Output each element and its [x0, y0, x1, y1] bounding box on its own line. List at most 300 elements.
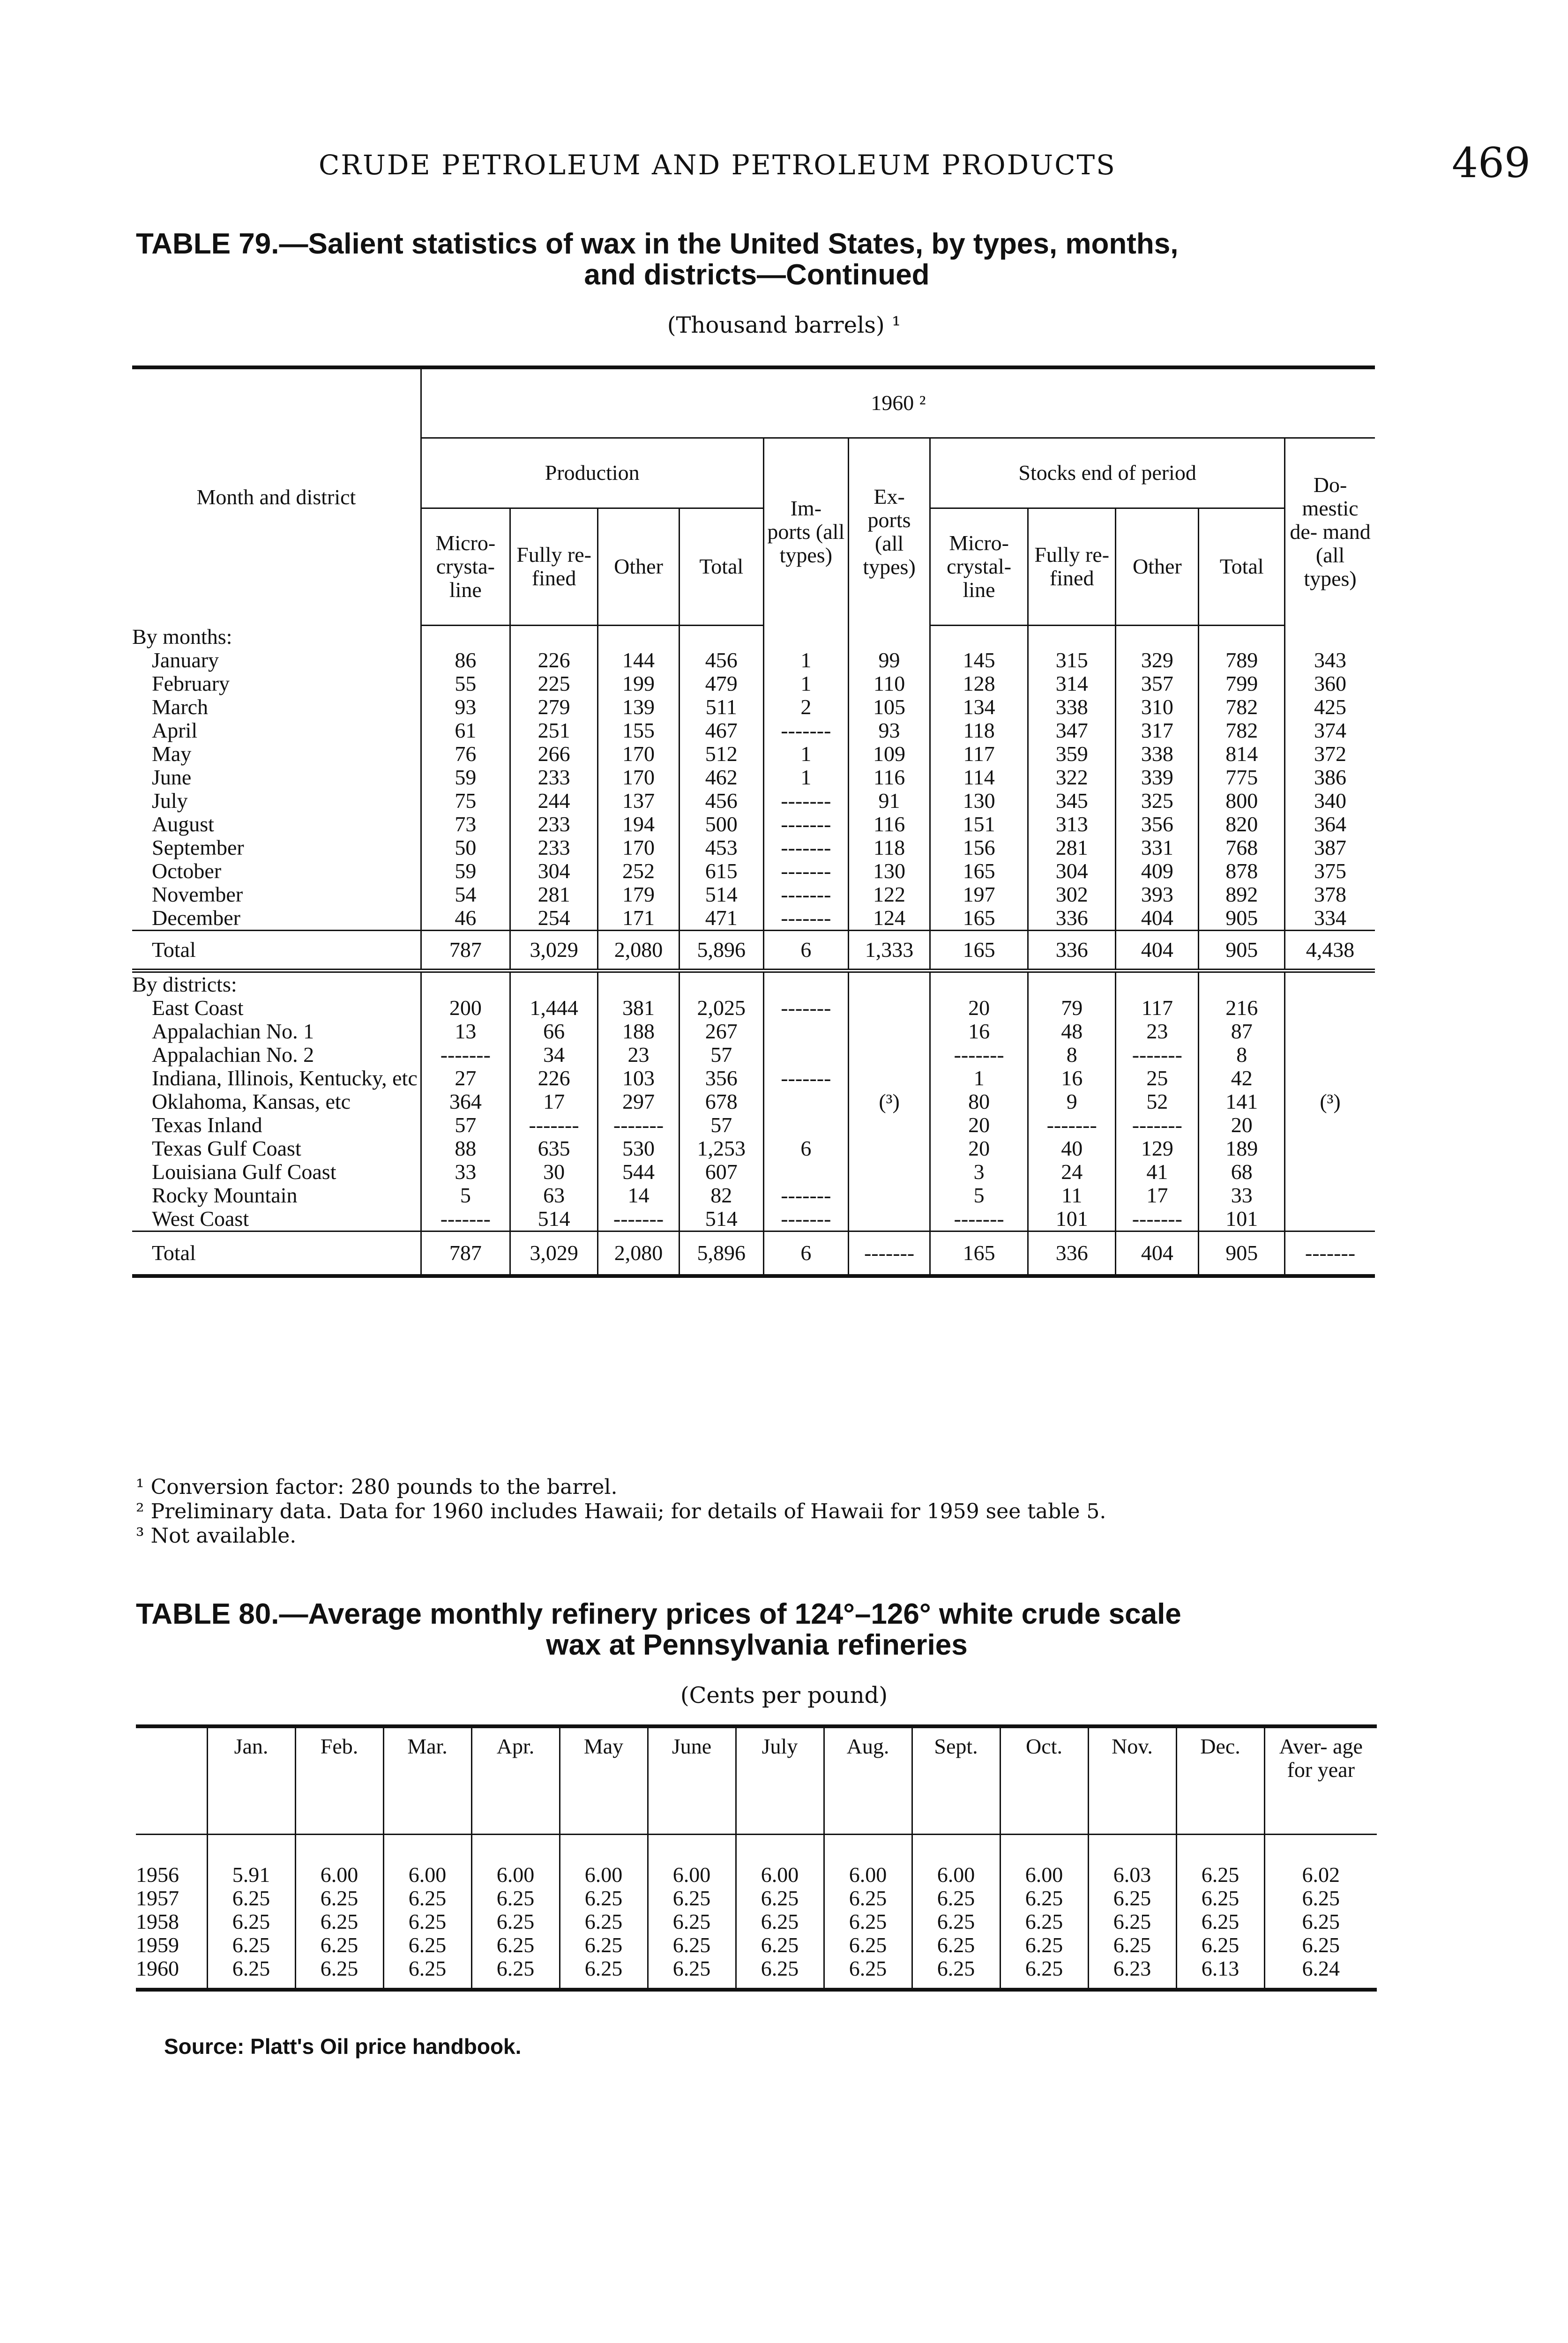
- table-cell: 302: [1028, 883, 1116, 906]
- table-cell: 46: [421, 906, 510, 931]
- table-cell: 905: [1199, 1231, 1285, 1276]
- table-cell: -------: [1028, 1113, 1116, 1137]
- month-row: [132, 883, 1375, 906]
- row-label: Appalachian No. 2: [152, 1043, 314, 1067]
- table-cell: 1: [763, 672, 848, 695]
- price-cell: 6.25: [1176, 1863, 1264, 1887]
- table-cell: [1285, 1207, 1375, 1231]
- price-cell: 6.25: [295, 1957, 383, 1990]
- price-cell: 6.25: [207, 1933, 295, 1957]
- table-cell: 338: [1028, 695, 1116, 719]
- table-cell: [1028, 971, 1116, 997]
- table-cell: 878: [1199, 859, 1285, 883]
- table-cell: 11: [1028, 1184, 1116, 1207]
- table-cell: [421, 971, 510, 997]
- section-heading: By districts:: [132, 972, 237, 996]
- table-cell: 105: [848, 695, 930, 719]
- table-cell: 456: [679, 649, 763, 672]
- exports-header-text: Ex- ports (all types): [863, 484, 916, 579]
- month-row: [132, 813, 1375, 836]
- table79-body: [132, 625, 1375, 1276]
- price-cell: 6.25: [648, 1910, 736, 1933]
- table-cell: 892: [1199, 883, 1285, 906]
- month-row: [132, 719, 1375, 742]
- table-cell: 118: [848, 836, 930, 859]
- price-cell: 6.25: [1176, 1933, 1264, 1957]
- price-cell: 6.25: [648, 1957, 736, 1990]
- table-cell: 456: [679, 789, 763, 813]
- table-cell: 233: [510, 836, 597, 859]
- month-row: [132, 766, 1375, 789]
- table-cell: 171: [598, 906, 679, 931]
- price-cell: 6.00: [648, 1863, 736, 1887]
- table-cell: [1199, 625, 1285, 649]
- price-cell: 6.25: [736, 1887, 824, 1910]
- price-cell: 6.25: [824, 1957, 912, 1990]
- row-label: East Coast: [152, 996, 244, 1020]
- table-cell: [848, 1067, 930, 1090]
- table-cell: [848, 971, 930, 997]
- table-cell: 101: [1028, 1207, 1116, 1231]
- month-row: [132, 695, 1375, 719]
- table-cell: 226: [510, 649, 597, 672]
- table-cell: 145: [930, 649, 1028, 672]
- table-cell: 48: [1028, 1020, 1116, 1043]
- table-cell: 1,253: [679, 1137, 763, 1160]
- price-cell: 6.00: [736, 1863, 824, 1887]
- table-cell: [1285, 996, 1375, 1020]
- table-cell: 404: [1116, 1231, 1199, 1276]
- table-cell: 789: [1199, 649, 1285, 672]
- price-cell: 6.25: [383, 1887, 471, 1910]
- price-cell: 6.25: [912, 1957, 1000, 1990]
- table-cell: 197: [930, 883, 1028, 906]
- table-cell: 23: [598, 1043, 679, 1067]
- stocks-group-text: Stocks end of period: [1018, 461, 1196, 485]
- row-label: September: [152, 836, 244, 859]
- table-cell: 66: [510, 1020, 597, 1043]
- table-cell: 425: [1285, 695, 1375, 719]
- table-cell: 6: [763, 1231, 848, 1276]
- production-group-header: [421, 438, 763, 508]
- table-cell: 267: [679, 1020, 763, 1043]
- table-cell: 73: [421, 813, 510, 836]
- table-cell: [1285, 1113, 1375, 1137]
- table-cell: 165: [930, 931, 1028, 971]
- table-cell: 347: [1028, 719, 1116, 742]
- table-cell: 128: [930, 672, 1028, 695]
- table80-header-row: [136, 1726, 1377, 1834]
- price-cell: 6.25: [1000, 1933, 1088, 1957]
- column-header: July: [736, 1726, 824, 1834]
- table-cell: 635: [510, 1137, 597, 1160]
- table-cell: 787: [421, 931, 510, 971]
- table-cell: 13: [421, 1020, 510, 1043]
- table-cell: 116: [848, 766, 930, 789]
- table-cell: 124: [848, 906, 930, 931]
- table-cell: [848, 1113, 930, 1137]
- table-cell: [1116, 625, 1199, 649]
- table80-caption: [136, 1599, 1378, 1661]
- table-cell: [848, 1043, 930, 1067]
- table-cell: -------: [763, 1067, 848, 1090]
- table-cell: 340: [1285, 789, 1375, 813]
- table-cell: [136, 1834, 207, 1863]
- price-cell: 6.25: [560, 1933, 648, 1957]
- price-cell: 6.25: [295, 1910, 383, 1933]
- table-cell: 4,438: [1285, 931, 1375, 971]
- table-cell: 233: [510, 766, 597, 789]
- table-cell: 2,080: [598, 931, 679, 971]
- column-header: Nov.: [1088, 1726, 1176, 1834]
- table-cell: 189: [1199, 1137, 1285, 1160]
- table80-source: Source: Platt's Oil price handbook.: [164, 2034, 522, 2059]
- row-label: Appalachian No. 1: [152, 1019, 314, 1043]
- price-cell: 6.25: [1264, 1910, 1377, 1933]
- table-cell: 336: [1028, 931, 1116, 971]
- table-cell: 91: [848, 789, 930, 813]
- row-label: January: [152, 648, 219, 672]
- table-cell: 17: [510, 1090, 597, 1113]
- table-cell: 356: [1116, 813, 1199, 836]
- table-cell: 5: [421, 1184, 510, 1207]
- table-cell: 514: [510, 1207, 597, 1231]
- table-cell: 329: [1116, 649, 1199, 672]
- table-cell: [207, 1834, 295, 1863]
- price-cell: 6.24: [1264, 1957, 1377, 1990]
- row-label: May: [152, 742, 192, 766]
- table-cell: 9: [1028, 1090, 1116, 1113]
- row-label: Texas Inland: [152, 1113, 262, 1137]
- column-header: Mar.: [383, 1726, 471, 1834]
- table-cell: 80: [930, 1090, 1028, 1113]
- month-row: [132, 836, 1375, 859]
- table-cell: -------: [421, 1043, 510, 1067]
- table-cell: 55: [421, 672, 510, 695]
- table-cell: [471, 1834, 560, 1863]
- table-cell: 165: [930, 906, 1028, 931]
- table-cell: 57: [421, 1113, 510, 1137]
- price-cell: 6.02: [1264, 1863, 1377, 1887]
- table-cell: [848, 1184, 930, 1207]
- table-cell: [421, 625, 510, 649]
- district-row: [132, 1113, 1375, 1137]
- table-cell: 375: [1285, 859, 1375, 883]
- table-cell: 170: [598, 766, 679, 789]
- table-cell: [679, 625, 763, 649]
- row-label: October: [152, 859, 222, 883]
- table-cell: 199: [598, 672, 679, 695]
- table-cell: [1116, 971, 1199, 997]
- table-cell: 314: [1028, 672, 1116, 695]
- prod-fully-header: Fully re- fined: [510, 508, 597, 625]
- column-header: June: [648, 1726, 736, 1834]
- stock-micro-header: Micro- crystal- line: [930, 508, 1028, 625]
- table-cell: 304: [510, 859, 597, 883]
- table-cell: 25: [1116, 1067, 1199, 1090]
- table-cell: -------: [1116, 1113, 1199, 1137]
- table-cell: 467: [679, 719, 763, 742]
- table-cell: [848, 1160, 930, 1184]
- price-cell: 6.25: [1264, 1933, 1377, 1957]
- price-row: [136, 1887, 1377, 1910]
- row-label: August: [152, 812, 214, 836]
- table-cell: 345: [1028, 789, 1116, 813]
- prod-micro-header: Micro- crysta- line: [421, 508, 510, 625]
- table-cell: 33: [421, 1160, 510, 1184]
- table-cell: 404: [1116, 931, 1199, 971]
- exports-header: [848, 438, 930, 625]
- table-cell: 16: [930, 1020, 1028, 1043]
- running-head-title: CRUDE PETROLEUM AND PETROLEUM PRODUCTS: [319, 149, 1116, 181]
- table-cell: -------: [1285, 1231, 1375, 1276]
- price-cell: 6.25: [295, 1887, 383, 1910]
- table-cell: 99: [848, 649, 930, 672]
- table-cell: [1285, 1043, 1375, 1067]
- table-cell: 3,029: [510, 1231, 597, 1276]
- table-cell: 462: [679, 766, 763, 789]
- table80-caption-line2: wax at Pennsylvania refineries: [546, 1629, 968, 1661]
- table-cell: 615: [679, 859, 763, 883]
- price-cell: 6.25: [1264, 1887, 1377, 1910]
- price-cell: 6.25: [207, 1910, 295, 1933]
- table-cell: 50: [421, 836, 510, 859]
- year-header-text: 1960 ²: [871, 391, 926, 415]
- table80-unit: (Cents per pound): [680, 1682, 888, 1709]
- district-row: [132, 1043, 1375, 1067]
- table-cell: 5,896: [679, 931, 763, 971]
- row-label: June: [152, 765, 192, 789]
- table-cell: [1199, 971, 1285, 997]
- table-cell: [763, 1020, 848, 1043]
- year-cell: 1956: [136, 1862, 179, 1887]
- price-cell: 6.25: [560, 1887, 648, 1910]
- price-cell: 6.25: [560, 1910, 648, 1933]
- table80: [136, 1724, 1377, 1992]
- table-cell: 313: [1028, 813, 1116, 836]
- table-cell: 360: [1285, 672, 1375, 695]
- row-label: November: [152, 882, 243, 906]
- table-cell: 2,080: [598, 1231, 679, 1276]
- price-cell: 6.03: [1088, 1863, 1176, 1887]
- price-row: [136, 1863, 1377, 1887]
- table79-footnotes: [136, 1475, 1106, 1548]
- price-cell: 6.25: [1176, 1887, 1264, 1910]
- table-cell: 297: [598, 1090, 679, 1113]
- table-cell: 57: [679, 1043, 763, 1067]
- price-cell: 6.25: [560, 1957, 648, 1990]
- table-cell: 514: [679, 1207, 763, 1231]
- stock-other-header: Other: [1116, 508, 1199, 625]
- table-cell: 678: [679, 1090, 763, 1113]
- table-cell: [383, 1834, 471, 1863]
- table-cell: 471: [679, 906, 763, 931]
- table-cell: 20: [1199, 1113, 1285, 1137]
- table-cell: [295, 1834, 383, 1863]
- price-cell: 6.25: [1176, 1910, 1264, 1933]
- price-cell: 6.25: [383, 1957, 471, 1990]
- district-row: [132, 1137, 1375, 1160]
- table-cell: 530: [598, 1137, 679, 1160]
- table-cell: [1285, 971, 1375, 997]
- table-cell: 130: [930, 789, 1028, 813]
- running-head: [136, 139, 1531, 187]
- table-cell: 315: [1028, 649, 1116, 672]
- table-cell: [763, 625, 848, 649]
- table-cell: -------: [598, 1207, 679, 1231]
- table-cell: -------: [598, 1113, 679, 1137]
- price-cell: 6.25: [912, 1933, 1000, 1957]
- column-header: Apr.: [471, 1726, 560, 1834]
- table-cell: [763, 1113, 848, 1137]
- table-cell: 14: [598, 1184, 679, 1207]
- table-cell: 109: [848, 742, 930, 766]
- table-cell: 216: [1199, 996, 1285, 1020]
- table-cell: 2,025: [679, 996, 763, 1020]
- table-cell: 76: [421, 742, 510, 766]
- price-cell: 6.25: [736, 1957, 824, 1990]
- table-cell: -------: [1116, 1043, 1199, 1067]
- footnote-2: ² Preliminary data. Data for 1960 includes Hawaii; for details of Hawaii for 1959 see table 5.: [136, 1500, 1106, 1523]
- month-row: [132, 742, 1375, 766]
- column-header: Feb.: [295, 1726, 383, 1834]
- table-cell: 787: [421, 1231, 510, 1276]
- table-cell: 33: [1199, 1184, 1285, 1207]
- price-cell: 6.25: [736, 1933, 824, 1957]
- month-row: [132, 859, 1375, 883]
- table-cell: 1: [763, 742, 848, 766]
- table80-body: [136, 1834, 1377, 1990]
- table-cell: 114: [930, 766, 1028, 789]
- table79-caption: [136, 229, 1378, 291]
- table-cell: 59: [421, 859, 510, 883]
- price-cell: 6.00: [295, 1863, 383, 1887]
- table-cell: 194: [598, 813, 679, 836]
- months-total-row: [132, 931, 1375, 971]
- price-cell: 6.25: [471, 1957, 560, 1990]
- table-cell: 151: [930, 813, 1028, 836]
- table-cell: 3: [930, 1160, 1028, 1184]
- table-cell: 800: [1199, 789, 1285, 813]
- table-cell: 20: [930, 996, 1028, 1020]
- row-label: Rocky Mountain: [152, 1183, 298, 1207]
- column-header: Sept.: [912, 1726, 1000, 1834]
- year-stub-header: [136, 1726, 207, 1834]
- table-cell: 52: [1116, 1090, 1199, 1113]
- table-cell: 322: [1028, 766, 1116, 789]
- table-cell: 233: [510, 813, 597, 836]
- row-label: Total: [132, 1231, 421, 1276]
- price-cell: 6.00: [471, 1863, 560, 1887]
- price-cell: 6.25: [383, 1933, 471, 1957]
- table-cell: 165: [930, 859, 1028, 883]
- price-row: [136, 1910, 1377, 1933]
- table-cell: -------: [510, 1113, 597, 1137]
- table-cell: 103: [598, 1067, 679, 1090]
- year-cell: 1959: [136, 1933, 179, 1957]
- table-cell: 93: [848, 719, 930, 742]
- months-heading-row: [132, 625, 1375, 649]
- table-cell: 304: [1028, 859, 1116, 883]
- table-cell: 40: [1028, 1137, 1116, 1160]
- table-cell: 8: [1199, 1043, 1285, 1067]
- district-row: [132, 1020, 1375, 1043]
- price-cell: 6.00: [1000, 1863, 1088, 1887]
- table-cell: 42: [1199, 1067, 1285, 1090]
- month-row: [132, 672, 1375, 695]
- table-cell: 254: [510, 906, 597, 931]
- table-cell: 34: [510, 1043, 597, 1067]
- table-cell: 479: [679, 672, 763, 695]
- table-cell: 24: [1028, 1160, 1116, 1184]
- prod-total-header: Total: [679, 508, 763, 625]
- table-cell: [848, 996, 930, 1020]
- price-cell: 6.23: [1088, 1957, 1176, 1990]
- imports-header-text: Im- ports (all types): [767, 496, 845, 567]
- price-cell: 6.25: [912, 1887, 1000, 1910]
- district-row: [132, 1184, 1375, 1207]
- table-cell: 325: [1116, 789, 1199, 813]
- price-cell: 6.25: [824, 1910, 912, 1933]
- table-cell: 338: [1116, 742, 1199, 766]
- month-row: [132, 906, 1375, 931]
- imports-header: [763, 438, 848, 625]
- price-cell: 5.91: [207, 1863, 295, 1887]
- spacer-row: [136, 1834, 1377, 1863]
- table-cell: (³): [1285, 1090, 1375, 1113]
- price-cell: 6.00: [824, 1863, 912, 1887]
- table-cell: 317: [1116, 719, 1199, 742]
- table-cell: 607: [679, 1160, 763, 1184]
- price-row: [136, 1957, 1377, 1990]
- table-cell: 393: [1116, 883, 1199, 906]
- table-cell: 5: [930, 1184, 1028, 1207]
- table-cell: [848, 1020, 930, 1043]
- table-cell: -------: [763, 813, 848, 836]
- table-cell: (³): [848, 1090, 930, 1113]
- row-label: Texas Gulf Coast: [152, 1136, 301, 1160]
- price-cell: 6.25: [295, 1933, 383, 1957]
- price-cell: 6.25: [1088, 1887, 1176, 1910]
- table-cell: [1264, 1834, 1377, 1863]
- table-cell: 57: [679, 1113, 763, 1137]
- table-cell: [1285, 625, 1375, 649]
- table-cell: -------: [763, 883, 848, 906]
- column-header: Aver- age for year: [1264, 1726, 1377, 1834]
- table-cell: 364: [1285, 813, 1375, 836]
- table-cell: -------: [930, 1207, 1028, 1231]
- table-cell: 139: [598, 695, 679, 719]
- table-cell: 141: [1199, 1090, 1285, 1113]
- table-cell: [763, 971, 848, 997]
- table-cell: 281: [1028, 836, 1116, 859]
- table-cell: 453: [679, 836, 763, 859]
- price-cell: 6.25: [471, 1933, 560, 1957]
- table-cell: 511: [679, 695, 763, 719]
- footnote-3: ³ Not available.: [136, 1524, 297, 1548]
- table-cell: -------: [421, 1207, 510, 1231]
- districts-total-row: [132, 1231, 1375, 1276]
- table-cell: 799: [1199, 672, 1285, 695]
- column-header: May: [560, 1726, 648, 1834]
- row-label: Total: [132, 931, 421, 971]
- table-cell: -------: [763, 1184, 848, 1207]
- table-cell: 244: [510, 789, 597, 813]
- table-cell: 6: [763, 931, 848, 971]
- table-cell: 5,896: [679, 1231, 763, 1276]
- table-cell: 775: [1199, 766, 1285, 789]
- price-row: [136, 1933, 1377, 1957]
